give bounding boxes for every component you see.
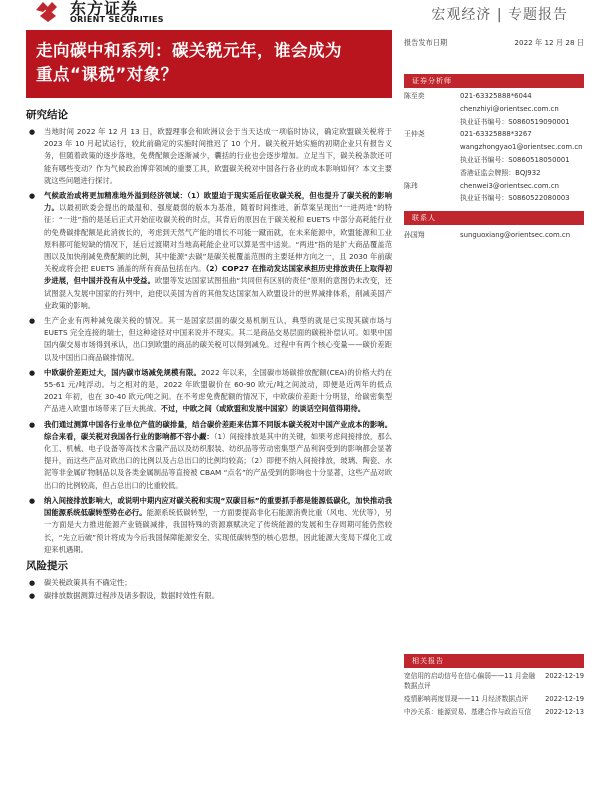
paragraph-text: 以最初欧委会提出的最温和、强度最弱的版本为基准，随着时间推进，新草案呈现出“一进两进”的特征：“一进”指的是延后正式开始征收碳关税的时点，其背后的原因在于碳关税和 EUETS 中部分高耗能行业的免费碳排配额是此消彼长的，考虑到天然气产能的增长不可能一蹴而就，在未来能源中，欧盟能源和工业原料都可能短缺的情况下，延后过渡期对当地高耗能企业可以算是雪中送炭。“两进”指的是扩大商品覆盖范围以及加快削减免费配额的比例，其中能源“去碳”是碳关税覆盖范围的主要延伸方向之一，且 2030 年前碳关税或将会把 EUETS 涵盖的所有商品包括在内。 <box>44 203 392 274</box>
related-report[interactable] <box>404 694 584 704</box>
related-report-date: 2022-12-19 <box>545 671 584 680</box>
analyst-name: 陈至奕 <box>404 92 425 100</box>
analyst-name: 陈玮 <box>404 181 418 190</box>
report-title-line-1: 走向碳中和系列：碳关税元年，谁会成为 <box>36 41 342 60</box>
analyst-entry <box>404 90 584 128</box>
analysts-header: 证券分析师 <box>404 74 584 88</box>
paragraph-bold: （2）COP27 在推动发达国家承担历史排放责任上取得初步进展，但中国并没有从中受益。 <box>44 264 392 286</box>
analyst-phone: 021-63325888*6044 <box>460 92 532 100</box>
paragraph-text: （1）间接排放是其中的关键，如果考虑间接排放，那么化工、机械、电子设备等高技术含量产品以及纺织服装、纺织品等劳动密集型产品利润受到的影响都会显著提升，而这些产品对欧出口的比例以及占总出口的比例均较高；（2）即便不纳入间接排放，玻璃、陶瓷、水泥等非金属矿物制品以及各类金属制品等直接被 CBAM “点名”的产品受到的影响也十分显著，这些产品对欧出口的比例较高，但占总出口的比重较低。 <box>44 431 392 490</box>
analyst-phone: 021-63325888*3267 <box>460 130 532 139</box>
page-header <box>0 0 600 28</box>
related-report-title[interactable]: 宽信用的启动信号在信心偏弱——11 月金融数据点评 <box>404 671 536 690</box>
paragraph-text: 欧盟等发达国家试图扭曲“共同但有区别的责任”原则的意图仍未改变，还试图混入发展中国家的行列中，迫使以美国为首的其他发达国家加入欧盟设计的世界减排体系，削减美国产业政策的影响。 <box>44 276 392 310</box>
paragraph-bold: 中欧碳价差距过大，国内碳市场减免规模有限。 <box>44 367 202 377</box>
risk-text: 碳排放数据测算过程涉及诸多假设，数据时效性有限。 <box>44 591 220 601</box>
analyst-entry <box>404 180 584 206</box>
analyst-license: 执业证书编号：S0860519090001 <box>460 117 570 126</box>
publish-date-label: 报告发布日期 <box>404 38 448 47</box>
conclusion-item <box>26 126 392 187</box>
conclusion-item <box>26 367 392 416</box>
analyst-email[interactable]: chenwei3@orientsec.com.cn <box>460 181 559 190</box>
related-report[interactable] <box>404 707 584 717</box>
conclusion-list <box>26 126 392 556</box>
paragraph-bold: 气候政治或将更加精准地外溢到经济领域：（1）欧盟迫于现实延后征收碳关税，但也提升了碳关税的影响力。 <box>44 191 392 213</box>
contact-entry <box>404 229 584 242</box>
research-conclusion-heading: 研究结论 <box>26 109 68 121</box>
related-report-date: 2022-12-13 <box>545 707 584 716</box>
paragraph-bold: 我们通过测算中国各行业单位产值的碳排量，结合碳价差距来估算不同版本碳关税对中国产业成本的影响。综合来看，碳关税对我国各行业的影响都不容小觑： <box>44 419 392 441</box>
risk-item <box>26 590 392 602</box>
related-reports-header: 相关报告 <box>404 654 584 668</box>
contact-name: 孙国翔 <box>404 231 425 240</box>
paragraph-text: 2022 年以来，全国碳市场碳排放配额(CEA)的价格大约在 55-61 元/吨浮动。与之相对的是，2022 年欧盟碳价在 60-90 欧元/吨之间波动，即便是近两年的低点 2021 年初，也在 30-40 欧元/吨之间。在不考虑免费配额的情况下，中欧碳价差距十分明显，给碳密集型产品进入欧盟市场带来了巨大挑战。 <box>44 367 392 414</box>
analyst-email[interactable]: wangzhongyao1@orientsec.com.cn <box>460 143 583 152</box>
brand-name-en: ORIENT SECURITIES <box>70 15 164 24</box>
analyst-email[interactable]: chenzhiyi@orientsec.com.cn <box>460 104 559 113</box>
related-report-title[interactable]: 疫情影响再度显现——11 月经济数据点评 <box>404 694 529 703</box>
paragraph-text: 能源系统低碳转型，一方面要提高非化石能源消费比重（风电、光伏等），另一方面是大力推进能源产业链碳减排，我国特殊的资源禀赋决定了传统能源的发展和生存周期可能仍然较长，“先立后破”预计将成为今后我国保障能源安全、实现低碳转型的核心思想，因此能源大变局下煤化工或迎来机遇期。 <box>44 508 392 554</box>
related-report-date: 2022-12-19 <box>545 694 584 703</box>
report-title-line-2: 重点“课税”对象？ <box>36 65 178 84</box>
paragraph-text: 当地时间 2022 年 12 月 13 日，欧盟理事会和欧洲议会于当天达成一项临时协议，确定欧盟碳关税将于 2023 年 10 月起试运行，较此前确定的实施时间推迟了 10 个月。碳关税开始实施的初期企业只有报告义务，但随着政策的逐步落地，免费配额会逐渐减少，囊括的行业也会逐步增加。立足当下，碳关税条款还可能有哪些变动？作为气候政治博弈领域的重要工具，欧盟碳关税对中国各行各业的成本影响如何？本文主要就这些问题进行探讨。 <box>44 127 392 185</box>
paragraph-bold: 不过，中欧之间（或欧盟和发展中国家）的谈话空间值得期待。 <box>160 404 366 414</box>
brand-logo <box>34 0 174 26</box>
risk-list <box>26 577 392 602</box>
conclusion-item <box>26 190 392 312</box>
analyst-license: 执业证书编号：S0860518050001 <box>460 155 570 164</box>
sidebar <box>404 36 584 717</box>
conclusion-item <box>26 315 392 364</box>
risk-text: 碳关税政策具有不确定性； <box>44 577 132 587</box>
contacts-header: 联系人 <box>404 211 584 225</box>
title-banner <box>26 30 392 98</box>
related-report-title[interactable]: 中沙关系：能源贸易、基建合作与政治互信 <box>404 707 532 716</box>
paragraph-text: 生产企业有两种减免碳关税的情况。其一是国家层面的碳交易机制互认，典型的就是已实现其碳市场与 EUETS 完全连接的瑞士，但这种途径对中国来说并不现实。其二是商品交易层面的碳税补偿认可。如果中国国内碳交易市场得到承认，出口到欧盟的商品的碳关税可以得到减免。过程中有两个核心变量——碳价差距以及中国出口商品碳排情况。 <box>44 316 392 362</box>
analyst-hk-license: 香港证监会牌照：BQJ932 <box>460 168 541 177</box>
brand-logo-icon <box>34 0 64 22</box>
related-report[interactable] <box>404 671 584 691</box>
main-content <box>26 108 392 800</box>
analyst-name: 王仲尧 <box>404 130 425 139</box>
report-category: 宏观经济 | 专题报告 <box>431 7 568 23</box>
risk-heading: 风险提示 <box>26 559 68 572</box>
brand-name-cn: 东方证券 <box>70 0 139 18</box>
conclusion-item <box>26 495 392 556</box>
risk-item <box>26 577 392 589</box>
conclusion-item <box>26 419 392 492</box>
publish-date-value: 2022 年 12 月 28 日 <box>514 38 584 47</box>
analyst-entry <box>404 128 584 179</box>
analyst-license: 执业证书编号：S0860522080003 <box>460 194 570 203</box>
publish-date-row <box>404 36 584 52</box>
paragraph-bold: 纳入间接排放影响大，或说明中期内应对碳关税和实现“双碳目标”的重要抓手都是能源低碳化，加快推动我国能源系统低碳转型势在必行。 <box>44 495 392 518</box>
contact-email[interactable]: sunguoxiang@orientsec.com.cn <box>460 231 571 240</box>
